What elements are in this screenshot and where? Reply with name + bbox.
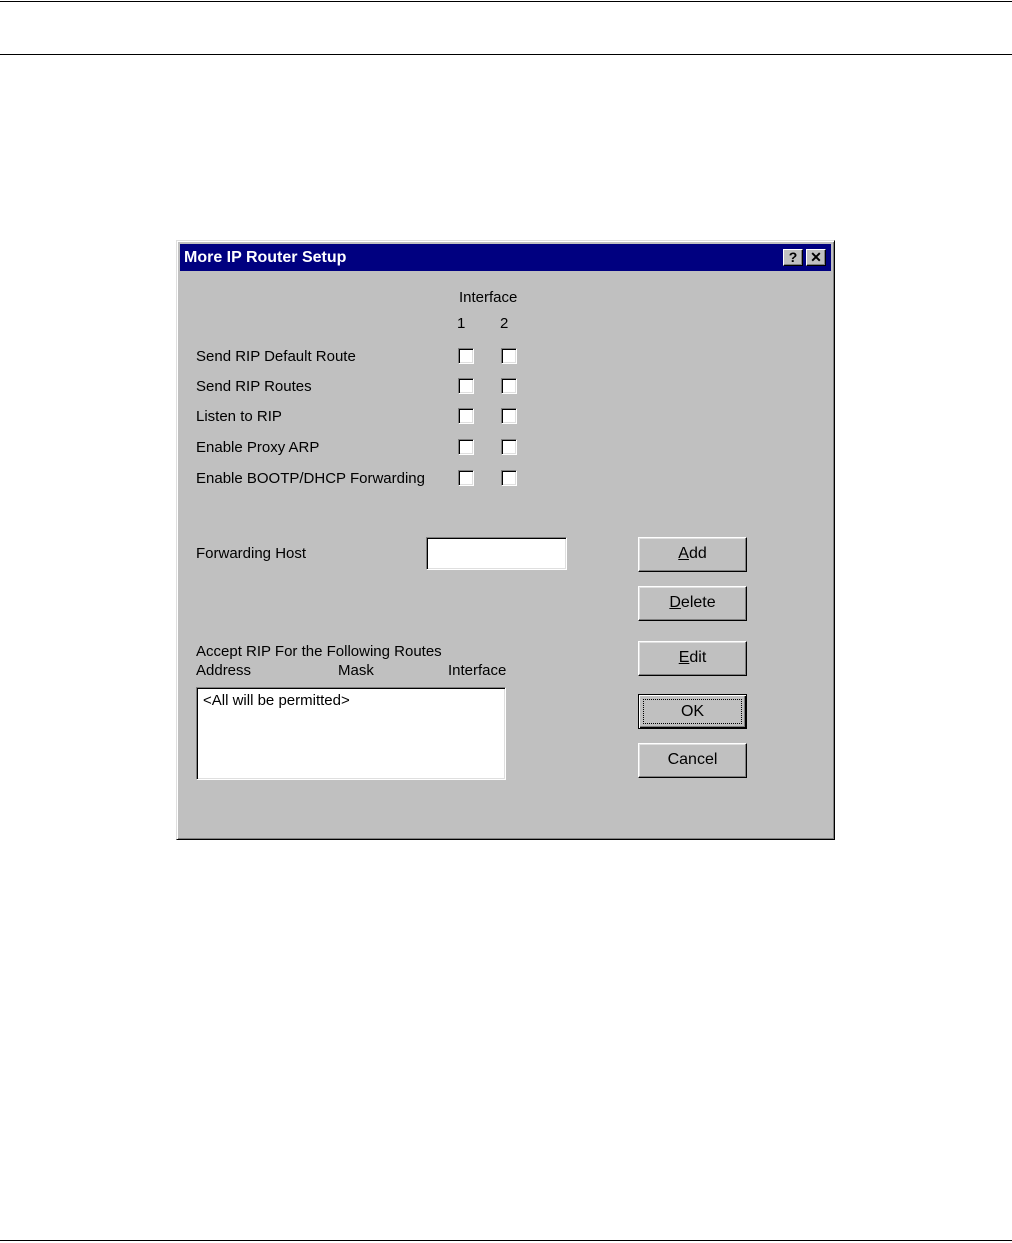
add-label-rest: dd (688, 545, 707, 562)
interface-col-1: 1 (457, 315, 466, 332)
page-header-rule (0, 54, 1012, 55)
send-rip-default-route-label: Send RIP Default Route (196, 348, 356, 365)
listen-to-rip-if1-checkbox[interactable] (458, 408, 474, 424)
ok-button[interactable] (638, 694, 747, 729)
interface-header: Interface (459, 289, 518, 306)
send-rip-routes-if2-checkbox[interactable] (501, 378, 517, 394)
interface-col-2: 2 (500, 315, 509, 332)
enable-proxy-arp-if2-checkbox[interactable] (501, 439, 517, 455)
routes-col-address: Address (196, 662, 252, 679)
close-icon: ✕ (810, 249, 822, 265)
routes-col-mask: Mask (338, 662, 374, 679)
forwarding-host-input[interactable] (426, 537, 567, 570)
edit-label-rest: dit (689, 649, 707, 666)
help-button[interactable] (783, 249, 803, 266)
add-button[interactable] (638, 537, 747, 572)
dialog-title: More IP Router Setup (184, 249, 347, 266)
title-bar[interactable] (180, 244, 831, 271)
send-rip-routes-label: Send RIP Routes (196, 378, 312, 395)
forwarding-host-label: Forwarding Host (196, 545, 307, 562)
delete-mnemonic: D (669, 594, 681, 611)
ok-focus-rect (643, 699, 742, 724)
enable-proxy-arp-label: Enable Proxy ARP (196, 439, 320, 456)
edit-button[interactable] (638, 641, 747, 676)
listen-to-rip-label: Listen to RIP (196, 408, 282, 425)
add-mnemonic: A (678, 545, 689, 562)
listen-to-rip-if2-checkbox[interactable] (501, 408, 517, 424)
edit-mnemonic: E (678, 649, 690, 666)
accept-rip-routes-listbox[interactable] (196, 687, 506, 780)
send-rip-default-route-if1-checkbox[interactable] (458, 348, 474, 364)
enable-bootp-dhcp-forwarding-if1-checkbox[interactable] (458, 470, 474, 486)
cancel-button[interactable] (638, 743, 747, 778)
enable-proxy-arp-if1-checkbox[interactable] (458, 439, 474, 455)
close-button[interactable] (806, 249, 826, 266)
accept-rip-title: Accept RIP For the Following Routes (196, 643, 442, 660)
routes-col-interface: Interface (448, 662, 507, 679)
ok-label: OK (680, 703, 705, 720)
enable-bootp-dhcp-forwarding-if2-checkbox[interactable] (501, 470, 517, 486)
more-ip-router-setup-dialog (176, 240, 835, 840)
cancel-label: Cancel (667, 751, 718, 768)
send-rip-routes-if1-checkbox[interactable] (458, 378, 474, 394)
question-mark-icon: ? (788, 249, 798, 265)
page-top-rule (0, 1, 1012, 2)
enable-bootp-dhcp-forwarding-label: Enable BOOTP/DHCP Forwarding (196, 470, 425, 487)
delete-button[interactable] (638, 586, 747, 621)
delete-label-rest: elete (680, 594, 716, 611)
page-bottom-rule (0, 1240, 1012, 1241)
list-item[interactable]: <All will be permitted> (203, 692, 350, 709)
send-rip-default-route-if2-checkbox[interactable] (501, 348, 517, 364)
